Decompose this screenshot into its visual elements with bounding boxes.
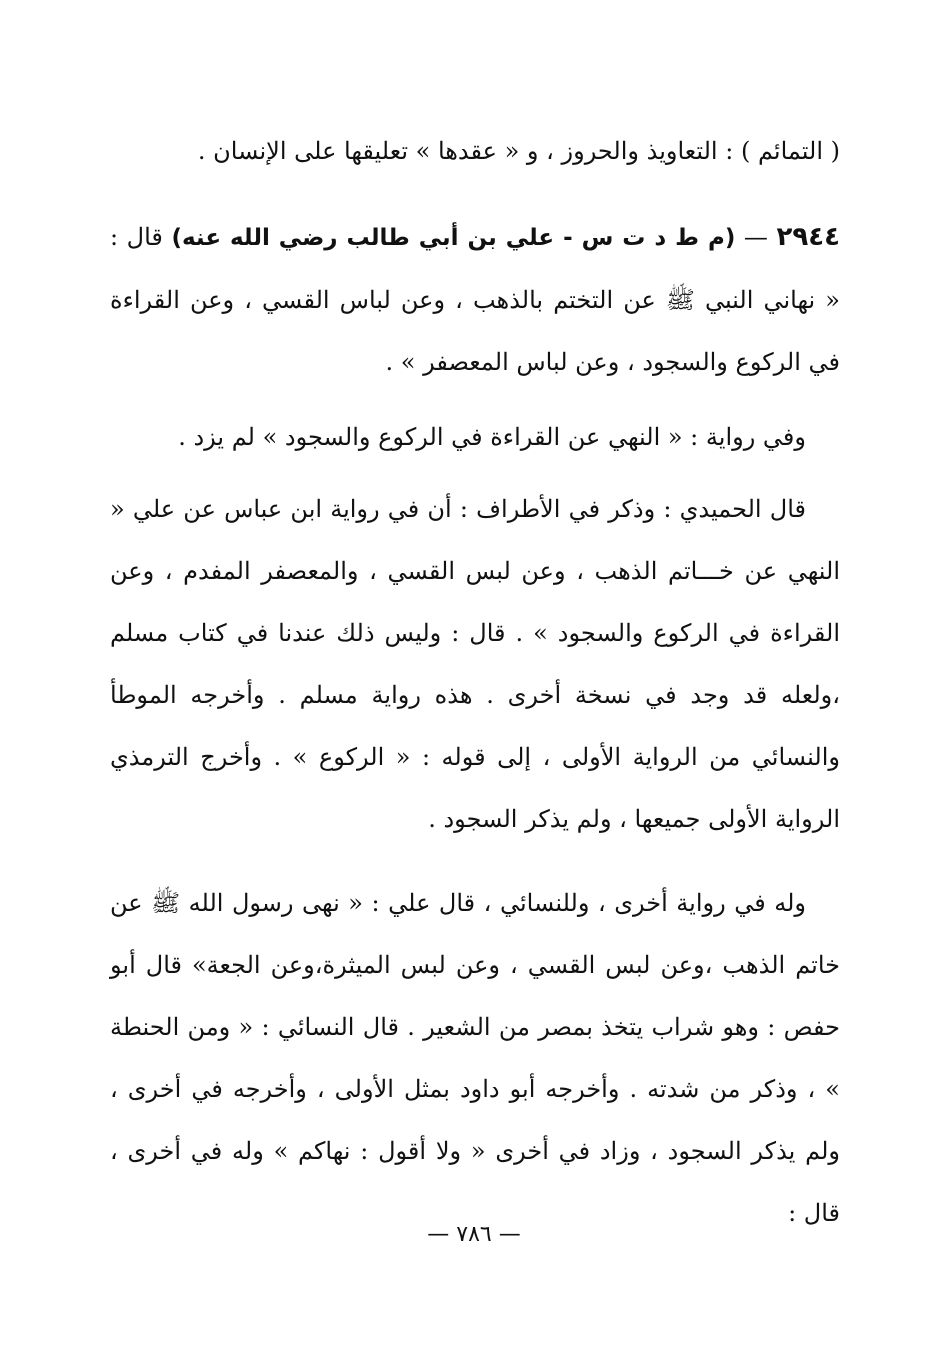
hadith-number: ٢٩٤٤ [776, 222, 840, 252]
page-number: — ٧٨٦ — [427, 1222, 521, 1247]
gloss-paragraph: ( التمائم ) : التعاويذ والحروز ، و « عقدها » تعليقها على الإنسان . [197, 137, 840, 165]
nasai-paragraph: وله في رواية أخرى ، وللنسائي ، قال علي : « نهى رسول الله ﷺ عن خاتم الذهب ،وعن لبس القسي ، وعن لبس الميثرة،وعن الجعة» قال أبو حفص : وهو شراب يتخذ بمصر من الشعير . قال النسائي : « ومن الحنطة » ، وذكر من شدته . وأخرجه أبو داود بمثل الأولى ، وأخرجه في أخرى ، ولم يذكر السجود ، وزاد في أخرى « ولا أقول : نهاكم » وله في أخرى ، قال : [110, 889, 840, 1227]
hadith-block [110, 206, 840, 393]
hadith-qala: قال : [110, 223, 172, 251]
nasai-block [110, 872, 840, 1244]
riwaya-paragraph: وفي رواية : « النهي عن القراءة في الركوع والسجود » لم يزد . [178, 423, 806, 451]
riwaya-block [110, 406, 840, 468]
humaydi-block [110, 478, 840, 850]
hadith-source: (م ط د ت س - علي بن أبي طالب رضي الله عنه) [171, 225, 736, 251]
hadith-dash: — [735, 223, 777, 251]
hadith-text: « نهاني النبي ﷺ عن التختم بالذهب ، وعن لباس القسي ، وعن القراءة في الركوع والسجود ، وعن لباس المعصفر » . [110, 286, 840, 376]
gloss-block [110, 120, 840, 182]
hadith-paragraph [110, 206, 840, 393]
humaydi-paragraph: قال الحميدي : وذكر في الأطراف : أن في رواية ابن عباس عن علي « النهي عن خـــاتم الذهب ، وعن لبس القسي ، والمعصفر المفدم ، وعن القراءة في الركوع والسجود » . قال : وليس ذلك عندنا في كتاب مسلم ،ولعله قد وجد في نسخة أخرى . هذه رواية مسلم . وأخرجه الموطأ والنسائي من الرواية الأولى ، إلى قوله : « الركوع » . وأخرج الترمذي الرواية الأولى جميعها ، ولم يذكر السجود . [110, 495, 840, 833]
